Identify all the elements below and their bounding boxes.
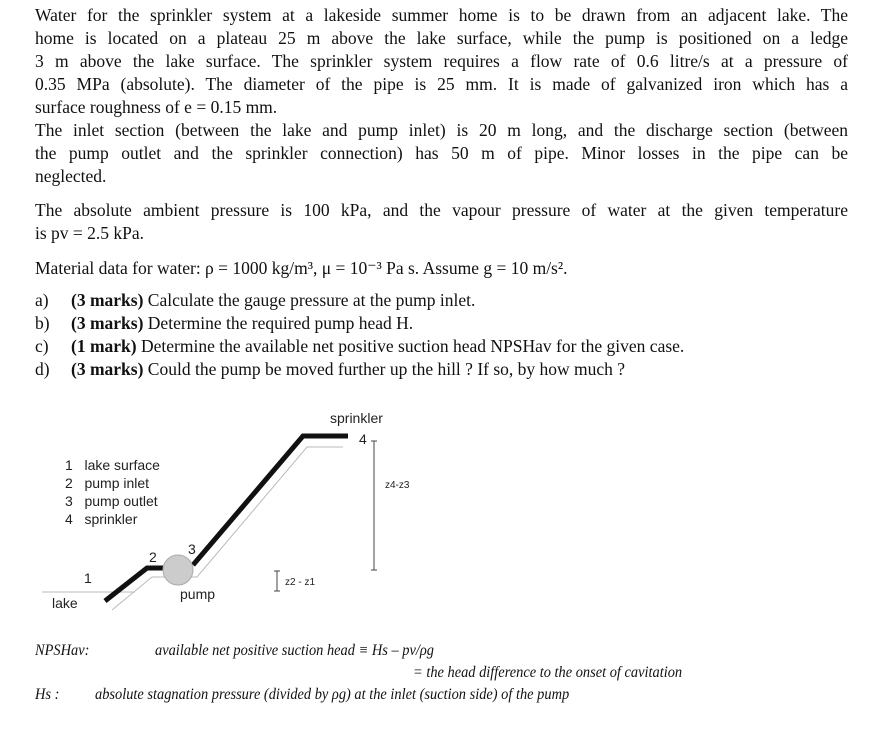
- point-label-4: 4: [359, 431, 367, 447]
- question-text: Could the pump be moved further up the hill ? If so, by how much ?: [143, 359, 626, 379]
- text-line: the pump outlet and the sprinkler connection) has 50 m of pipe. Minor losses in the pipe can be: [35, 143, 848, 163]
- text-line: neglected.: [35, 166, 107, 186]
- inlet-pipe: [105, 568, 165, 601]
- pump-label: pump: [180, 586, 216, 602]
- question-key: a): [35, 290, 49, 310]
- hs-definition: absolute stagnation pressure (divided by ρg) at the inlet (suction side) of the pump: [95, 686, 570, 703]
- text-line: surface roughness of e = 0.15 mm.: [35, 97, 278, 117]
- legend-item: 2 pump inlet: [65, 475, 150, 491]
- text-line: Water for the sprinkler system at a lakeside summer home is to be drawn from an adjacent lake. The: [35, 5, 848, 25]
- text-line: The absolute ambient pressure is 100 kPa, and the vapour pressure of water at the given temperature: [35, 200, 848, 220]
- question-text: Determine the available net positive suction head NPSHav for the given case.: [136, 336, 685, 356]
- question-key: c): [35, 336, 49, 356]
- npsh-definition: available net positive suction head ≡ Hs – pv/ρg: [155, 642, 434, 659]
- text-line: 3 m above the lake surface. The sprinkler system requires a flow rate of 0.6 litre/s at a pressure of: [35, 51, 848, 71]
- legend-item: 1 lake surface: [65, 457, 160, 473]
- point-label-2: 2: [149, 549, 157, 565]
- point-label-1: 1: [84, 570, 92, 586]
- legend-item: 4 sprinkler: [65, 511, 138, 527]
- z43-label: z4-z3: [385, 480, 410, 491]
- text-line: The inlet section (between the lake and pump inlet) is 20 m long, and the discharge section (between: [35, 120, 848, 140]
- text-line: is pv = 2.5 kPa.: [35, 223, 145, 243]
- legend-item: 3 pump outlet: [65, 493, 158, 509]
- marks: (1 mark): [71, 336, 137, 356]
- text-line: home is located on a plateau 25 m above the lake surface, while the pump is positioned on a ledge: [35, 28, 848, 48]
- npsh-term: NPSHav:: [35, 642, 90, 659]
- hs-term: Hs :: [35, 686, 60, 703]
- discharge-pipe: [193, 436, 348, 565]
- question-key: b): [35, 313, 50, 333]
- material-data: Material data for water: ρ = 1000 kg/m³, μ = 10⁻³ Pa s. Assume g = 10 m/s².: [35, 258, 568, 278]
- lake-label: lake: [52, 595, 78, 611]
- question-key: d): [35, 359, 50, 379]
- point-label-3: 3: [188, 541, 196, 557]
- marks: (3 marks): [71, 290, 144, 310]
- sprinkler-label: sprinkler: [330, 410, 383, 426]
- z21-label: z2 - z1: [285, 577, 316, 588]
- question-text: Calculate the gauge pressure at the pump inlet.: [143, 290, 476, 310]
- marks: (3 marks): [71, 359, 144, 379]
- pump-icon: [163, 555, 193, 585]
- marks: (3 marks): [71, 313, 144, 333]
- npsh-definition-2: = the head difference to the onset of cavitation: [413, 664, 683, 681]
- text-line: 0.35 MPa (absolute). The diameter of the pipe is 25 mm. It is made of galvanized iron which has a: [35, 74, 848, 94]
- question-text: Determine the required pump head H.: [143, 313, 414, 333]
